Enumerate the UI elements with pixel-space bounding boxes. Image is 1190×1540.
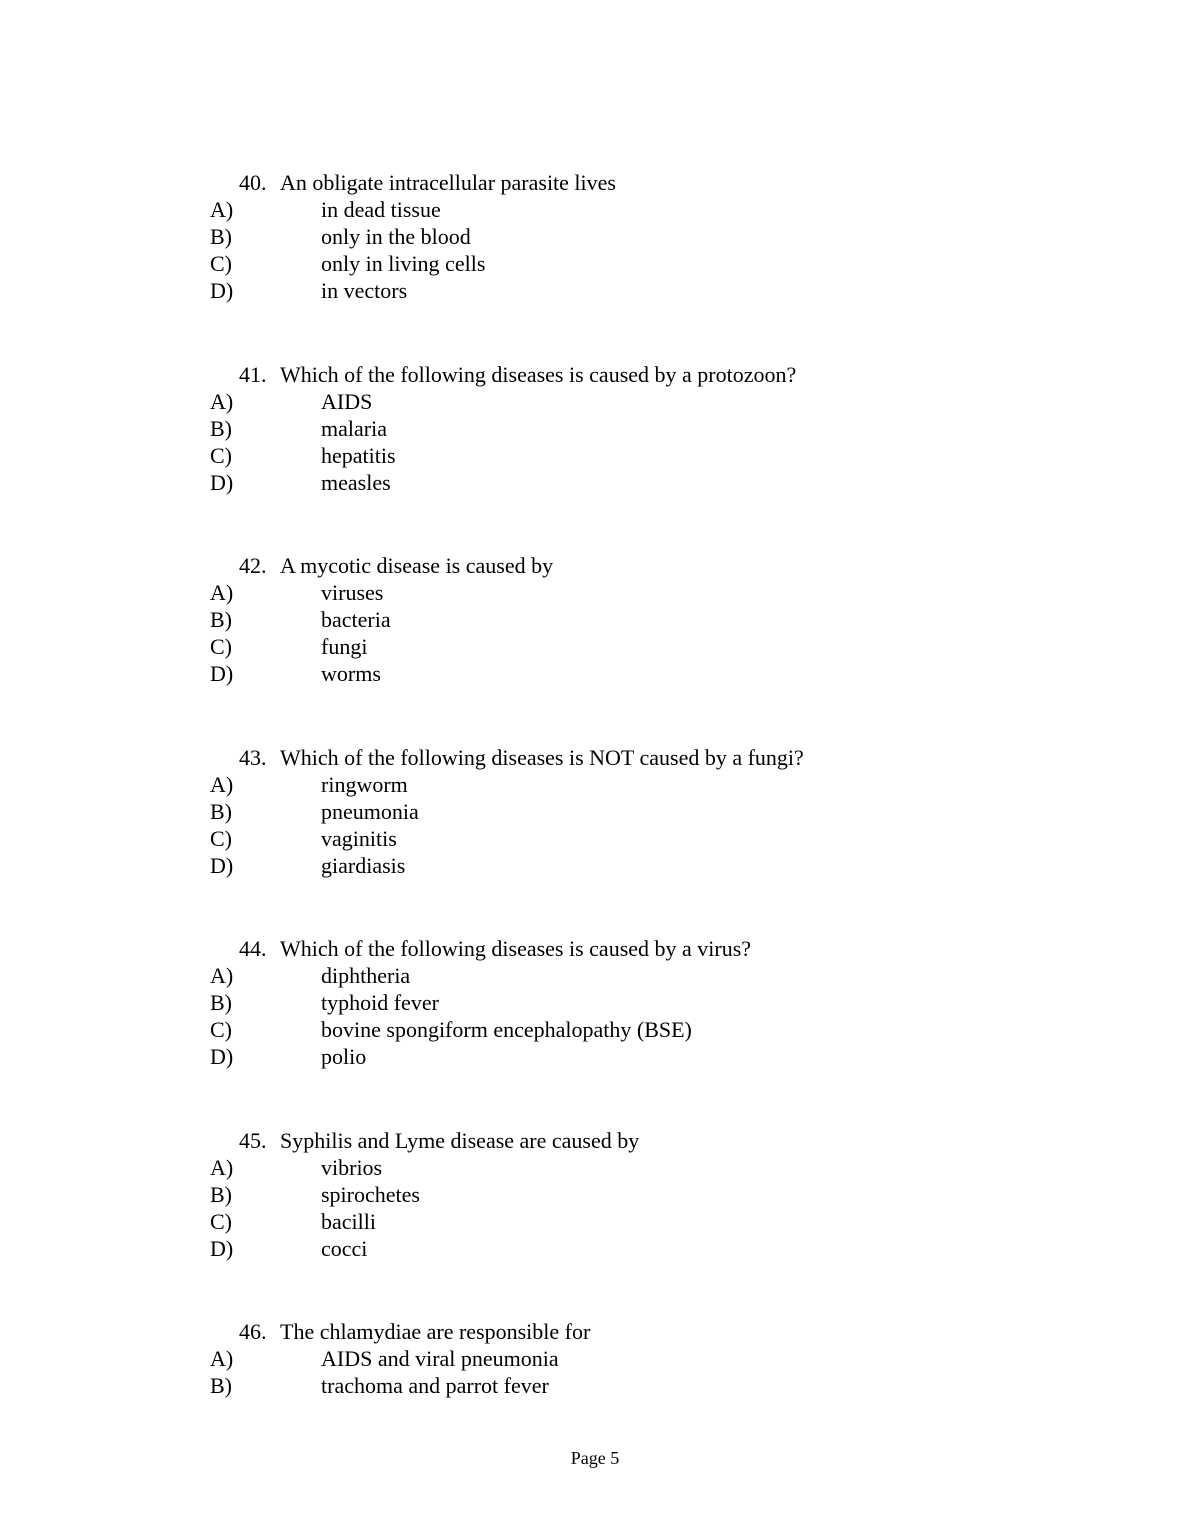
question-text: Which of the following diseases is NOT caused by a fungi? — [280, 745, 804, 770]
option-a — [210, 579, 970, 606]
option-c — [210, 1208, 970, 1235]
option-letter: D) — [210, 661, 234, 686]
option-letter: A) — [210, 580, 234, 605]
option-letter: B) — [210, 416, 232, 441]
option-a — [210, 1345, 970, 1372]
option-b — [210, 1372, 970, 1399]
option-letter: C) — [210, 826, 232, 851]
option-b — [210, 606, 970, 633]
option-text: diphtheria — [321, 963, 411, 988]
option-letter: B) — [210, 1182, 232, 1207]
option-text: cocci — [321, 1236, 368, 1261]
question-46 — [210, 1318, 970, 1399]
option-text: AIDS and viral pneumonia — [321, 1346, 559, 1371]
question-41 — [210, 361, 970, 496]
option-letter: C) — [210, 443, 232, 468]
question-number: 45. — [239, 1128, 267, 1153]
option-letter: B) — [210, 607, 232, 632]
question-stem — [210, 1127, 970, 1154]
option-b — [210, 415, 970, 442]
question-44 — [210, 935, 970, 1070]
option-text: bovine spongiform encephalopathy (BSE) — [321, 1017, 692, 1042]
option-text: hepatitis — [321, 443, 396, 468]
question-42 — [210, 552, 970, 687]
option-c — [210, 1016, 970, 1043]
question-40 — [210, 169, 970, 304]
option-letter: D) — [210, 1236, 234, 1261]
question-number: 41. — [239, 362, 267, 387]
question-text: Syphilis and Lyme disease are caused by — [280, 1128, 640, 1153]
option-c — [210, 250, 970, 277]
option-d — [210, 469, 970, 496]
option-text: AIDS — [321, 389, 373, 414]
option-text: trachoma and parrot fever — [321, 1373, 549, 1398]
option-c — [210, 825, 970, 852]
option-text: viruses — [321, 580, 384, 605]
option-d — [210, 852, 970, 879]
option-text: bacteria — [321, 607, 391, 632]
question-stem — [210, 552, 970, 579]
question-stem — [210, 744, 970, 771]
option-text: malaria — [321, 416, 387, 441]
option-letter: C) — [210, 1017, 232, 1042]
option-b — [210, 798, 970, 825]
option-d — [210, 277, 970, 304]
question-stem — [210, 361, 970, 388]
option-letter: B) — [210, 990, 232, 1015]
option-letter: D) — [210, 470, 234, 495]
option-a — [210, 388, 970, 415]
option-c — [210, 442, 970, 469]
option-b — [210, 1181, 970, 1208]
question-number: 44. — [239, 936, 267, 961]
option-d — [210, 1043, 970, 1070]
option-letter: A) — [210, 197, 234, 222]
question-number: 42. — [239, 553, 267, 578]
option-a — [210, 771, 970, 798]
option-text: measles — [321, 470, 391, 495]
option-text: fungi — [321, 634, 368, 659]
option-text: vibrios — [321, 1155, 383, 1180]
option-letter: A) — [210, 389, 234, 414]
option-text: polio — [321, 1044, 367, 1069]
option-text: typhoid fever — [321, 990, 439, 1015]
option-a — [210, 962, 970, 989]
question-text: Which of the following diseases is caused by a protozoon? — [280, 362, 797, 387]
option-letter: C) — [210, 634, 232, 659]
option-text: only in living cells — [321, 251, 486, 276]
option-text: worms — [321, 661, 381, 686]
question-number: 43. — [239, 745, 267, 770]
option-letter: B) — [210, 799, 232, 824]
option-text: giardiasis — [321, 853, 406, 878]
option-letter: B) — [210, 1373, 232, 1398]
option-text: ringworm — [321, 772, 408, 797]
option-letter: D) — [210, 853, 234, 878]
option-letter: A) — [210, 1155, 234, 1180]
option-letter: A) — [210, 963, 234, 988]
question-text: Which of the following diseases is caused by a virus? — [280, 936, 752, 961]
option-letter: B) — [210, 224, 232, 249]
option-b — [210, 989, 970, 1016]
option-letter: D) — [210, 1044, 234, 1069]
question-stem — [210, 935, 970, 962]
question-45 — [210, 1127, 970, 1262]
option-letter: C) — [210, 251, 232, 276]
question-43 — [210, 744, 970, 879]
page-number: Page 5 — [570, 1448, 620, 1468]
option-a — [210, 1154, 970, 1181]
option-d — [210, 1235, 970, 1262]
question-stem — [210, 169, 970, 196]
option-letter: D) — [210, 278, 234, 303]
option-text: only in the blood — [321, 224, 471, 249]
option-text: spirochetes — [321, 1182, 420, 1207]
option-text: pneumonia — [321, 799, 419, 824]
question-text: The chlamydiae are responsible for — [280, 1319, 591, 1344]
option-text: in vectors — [321, 278, 408, 303]
option-d — [210, 660, 970, 687]
question-text: An obligate intracellular parasite lives — [280, 170, 616, 195]
question-stem — [210, 1318, 970, 1345]
option-text: vaginitis — [321, 826, 397, 851]
option-b — [210, 223, 970, 250]
option-letter: A) — [210, 772, 234, 797]
option-letter: C) — [210, 1209, 232, 1234]
question-number: 46. — [239, 1319, 267, 1344]
option-text: bacilli — [321, 1209, 376, 1234]
option-letter: A) — [210, 1346, 234, 1371]
question-number: 40. — [239, 170, 267, 195]
option-a — [210, 196, 970, 223]
question-text: A mycotic disease is caused by — [280, 553, 554, 578]
option-c — [210, 633, 970, 660]
option-text: in dead tissue — [321, 197, 441, 222]
